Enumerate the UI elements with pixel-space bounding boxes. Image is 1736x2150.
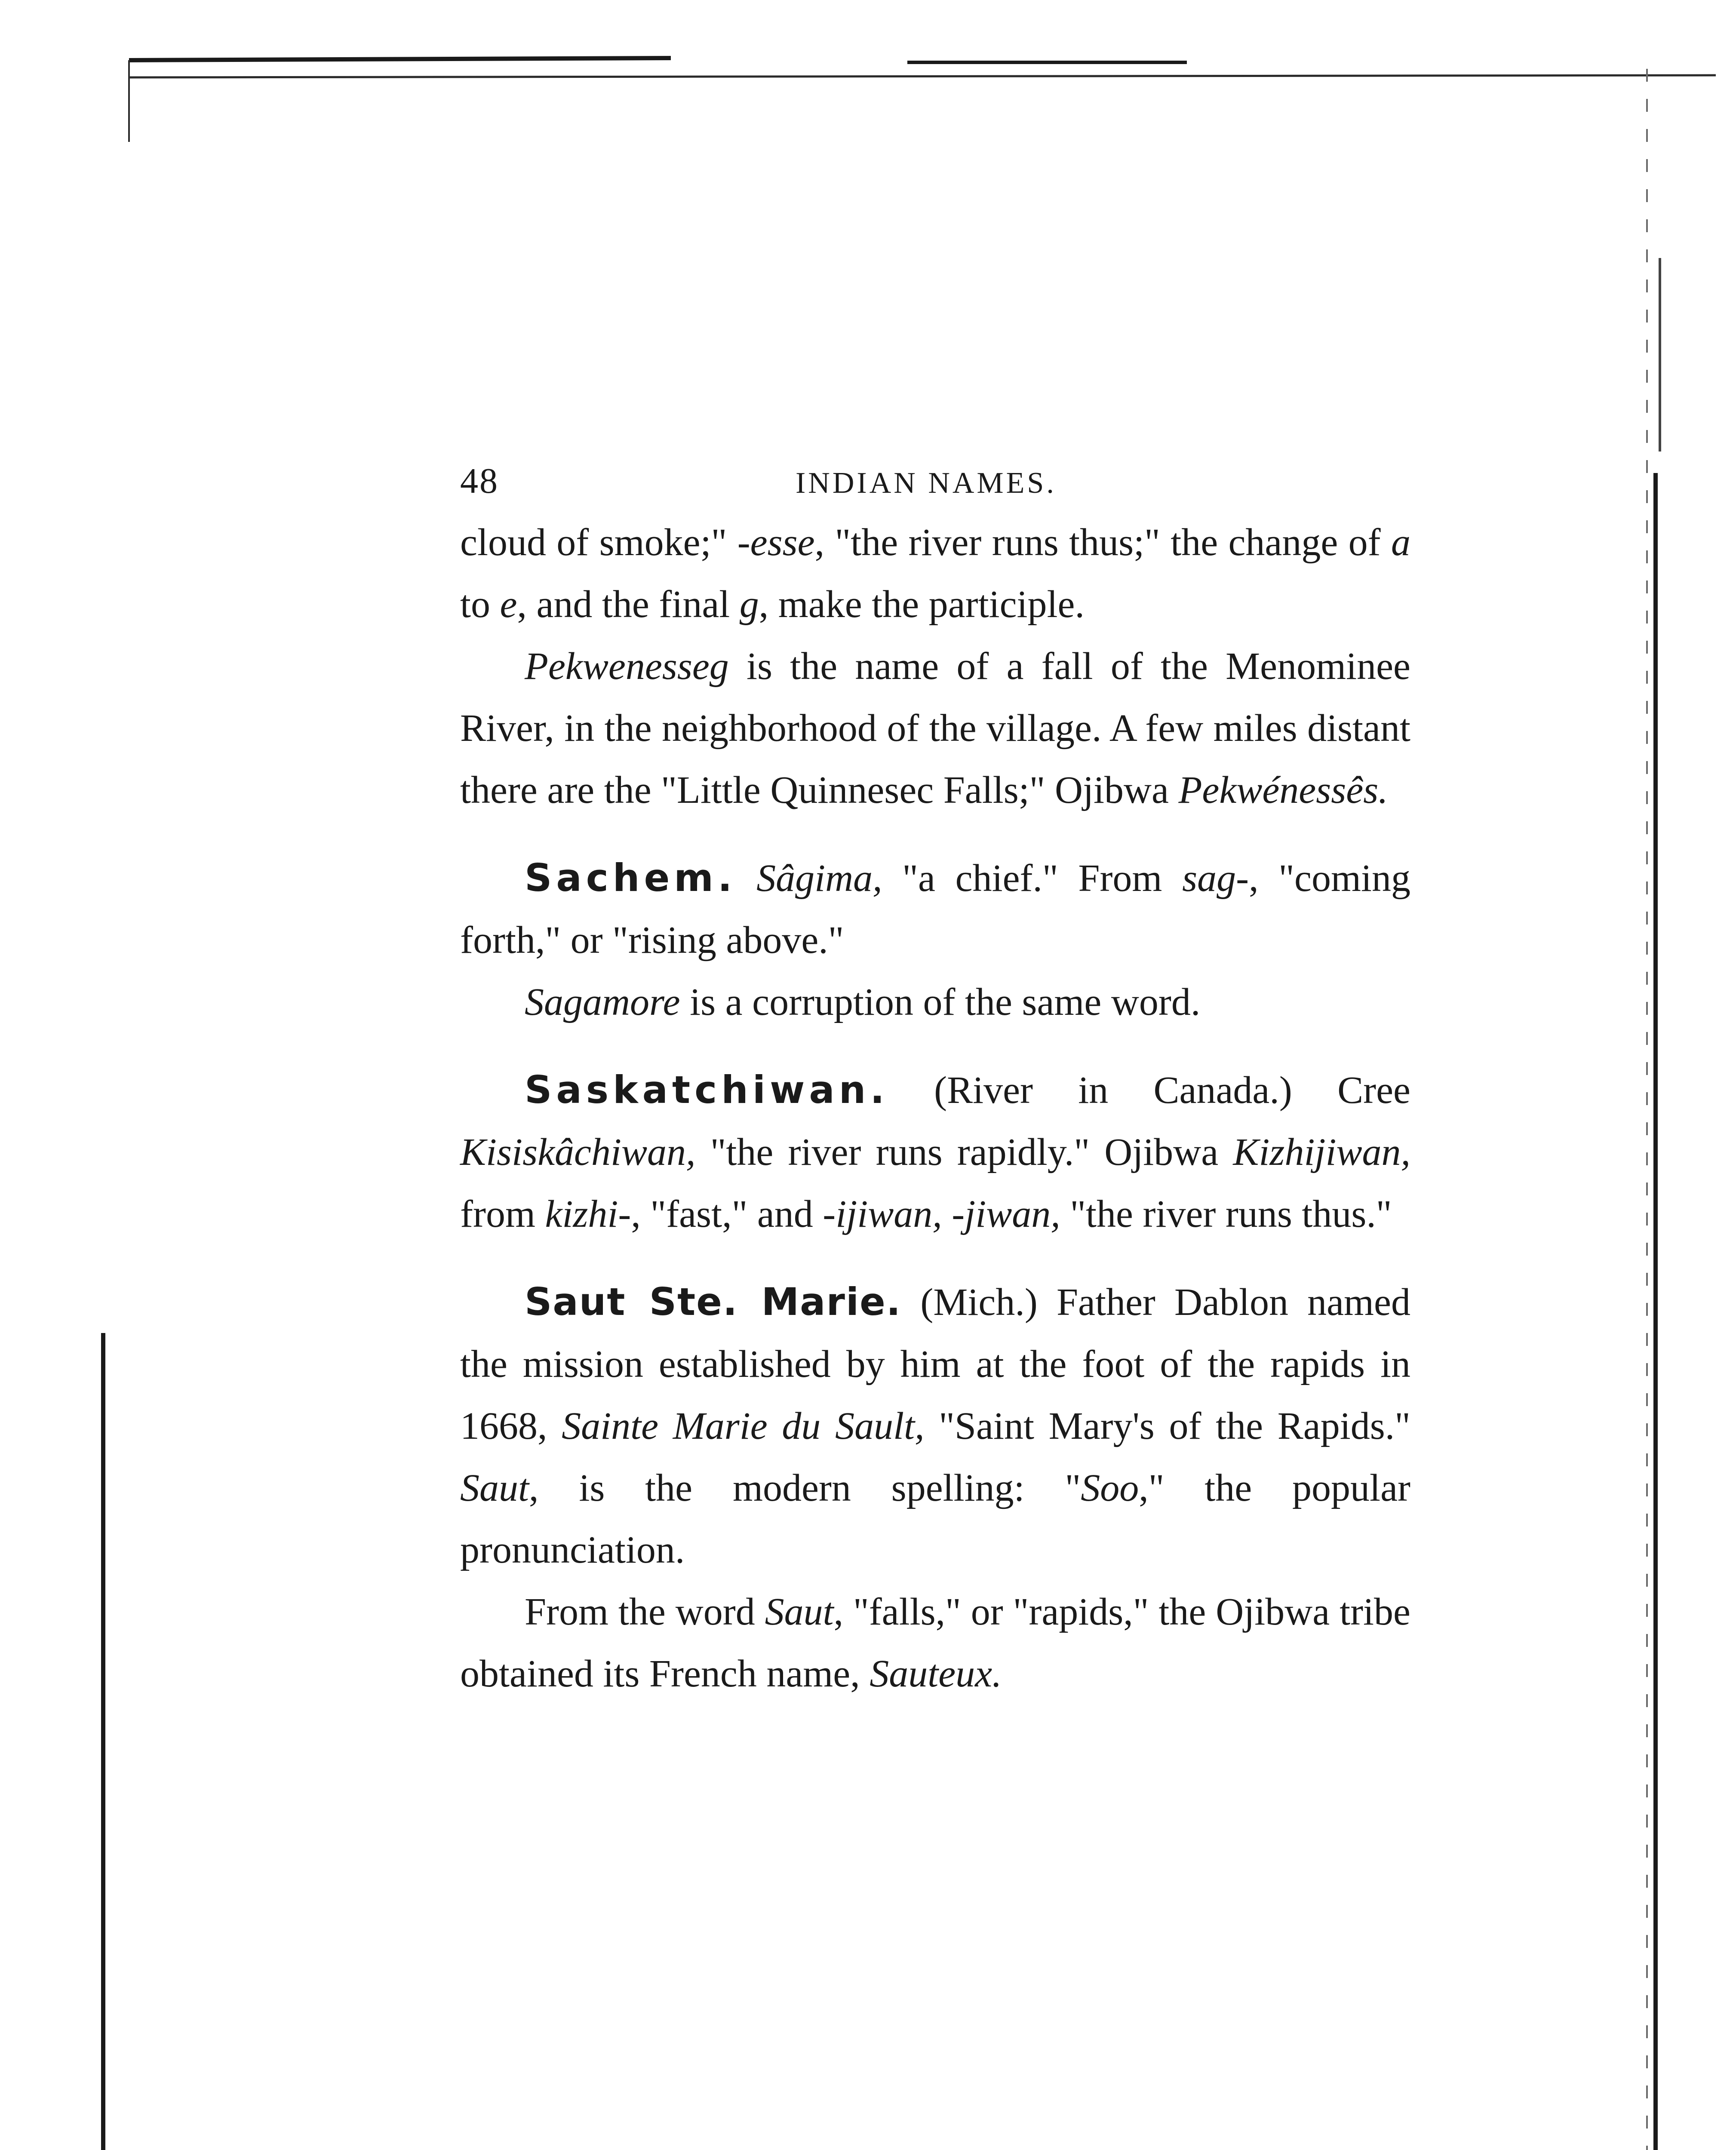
italic-run: Sâgima, <box>756 857 882 900</box>
italic-run: Saut <box>765 1591 834 1633</box>
italic-run: Saut <box>460 1467 529 1509</box>
italic-run: e <box>500 583 517 626</box>
italic-run: Pekwénessês. <box>1178 769 1388 811</box>
text-run: to <box>460 583 500 626</box>
page-number: 48 <box>460 461 499 501</box>
paragraph-participle <box>460 512 1410 636</box>
text-run: , "falls," or "rapids," the Ojibwa tribe obtained its French name, <box>460 1591 1410 1695</box>
paragraph-sauteux <box>460 1581 1410 1705</box>
paragraph-sagamore <box>460 971 1410 1033</box>
text-run: , make the participle. <box>759 583 1085 626</box>
page-text <box>460 460 1410 1705</box>
paragraph-pekwenesseg <box>460 636 1410 821</box>
headword-saut-ste-marie: Saut Ste. Marie. <box>525 1280 902 1324</box>
text-run: (Mich.) Father Dablon named the mission established by him at the foot of the rapids in 1668, <box>460 1281 1411 1447</box>
italic-run: Kisiskâchiwan, <box>460 1131 696 1173</box>
text-run: (River in Canada.) Cree <box>888 1069 1410 1112</box>
headword-sachem: Sachem. <box>525 856 737 900</box>
italic-run: a <box>1391 521 1410 564</box>
italic-run: kizhi- <box>545 1193 631 1235</box>
text-run: , "the river runs thus;" the change of <box>814 521 1391 564</box>
text-run: From the word <box>525 1591 765 1633</box>
text-run: , "fast," and <box>631 1193 823 1235</box>
text-run: is the name of a fall of the Menominee River, in the neighborhood of the village. A few miles distant there are the "Little Quinnesec Falls;" Ojibwa <box>460 645 1410 811</box>
italic-run: Pekwenesseg <box>525 645 729 688</box>
headword-saskatchiwan: Saskatchiwan. <box>525 1068 889 1112</box>
text-run: from <box>460 1193 545 1235</box>
italic-run: Sauteux. <box>870 1652 1002 1695</box>
text-run: "the river runs thus." <box>1060 1193 1392 1235</box>
text-run: , and the final <box>517 583 740 626</box>
text-run: is a corruption of the same word. <box>680 981 1201 1023</box>
italic-run: g <box>739 583 759 626</box>
entry-sachem <box>460 847 1410 971</box>
text-run: "the river runs rapidly." Ojibwa <box>695 1131 1233 1173</box>
running-title: INDIAN NAMES. <box>796 467 1057 500</box>
text-run: , is the modern spelling: " <box>529 1467 1081 1509</box>
text-run: "Saint Mary's of the Rapids." <box>924 1405 1410 1447</box>
entry-saskatchiwan <box>460 1059 1410 1245</box>
italic-run: sag- <box>1182 857 1249 900</box>
entry-saut-ste-marie <box>460 1271 1410 1581</box>
italic-run: Soo <box>1081 1467 1139 1509</box>
italic-run: Sagamore <box>525 981 680 1023</box>
italic-run: Kizhijiwan, <box>1233 1131 1410 1173</box>
text-run: cloud of smoke;" <box>460 521 737 564</box>
italic-run: Sainte Marie du Sault, <box>562 1405 925 1447</box>
text-run: "a chief." From <box>882 857 1183 900</box>
text-run: , "coming forth," or "rising above." <box>460 857 1410 961</box>
running-head <box>460 460 1410 512</box>
italic-run: -esse <box>737 521 815 564</box>
italic-run: -ijiwan, -jiwan, <box>823 1193 1060 1235</box>
text-run: ," the popular pronunciation. <box>460 1467 1410 1571</box>
